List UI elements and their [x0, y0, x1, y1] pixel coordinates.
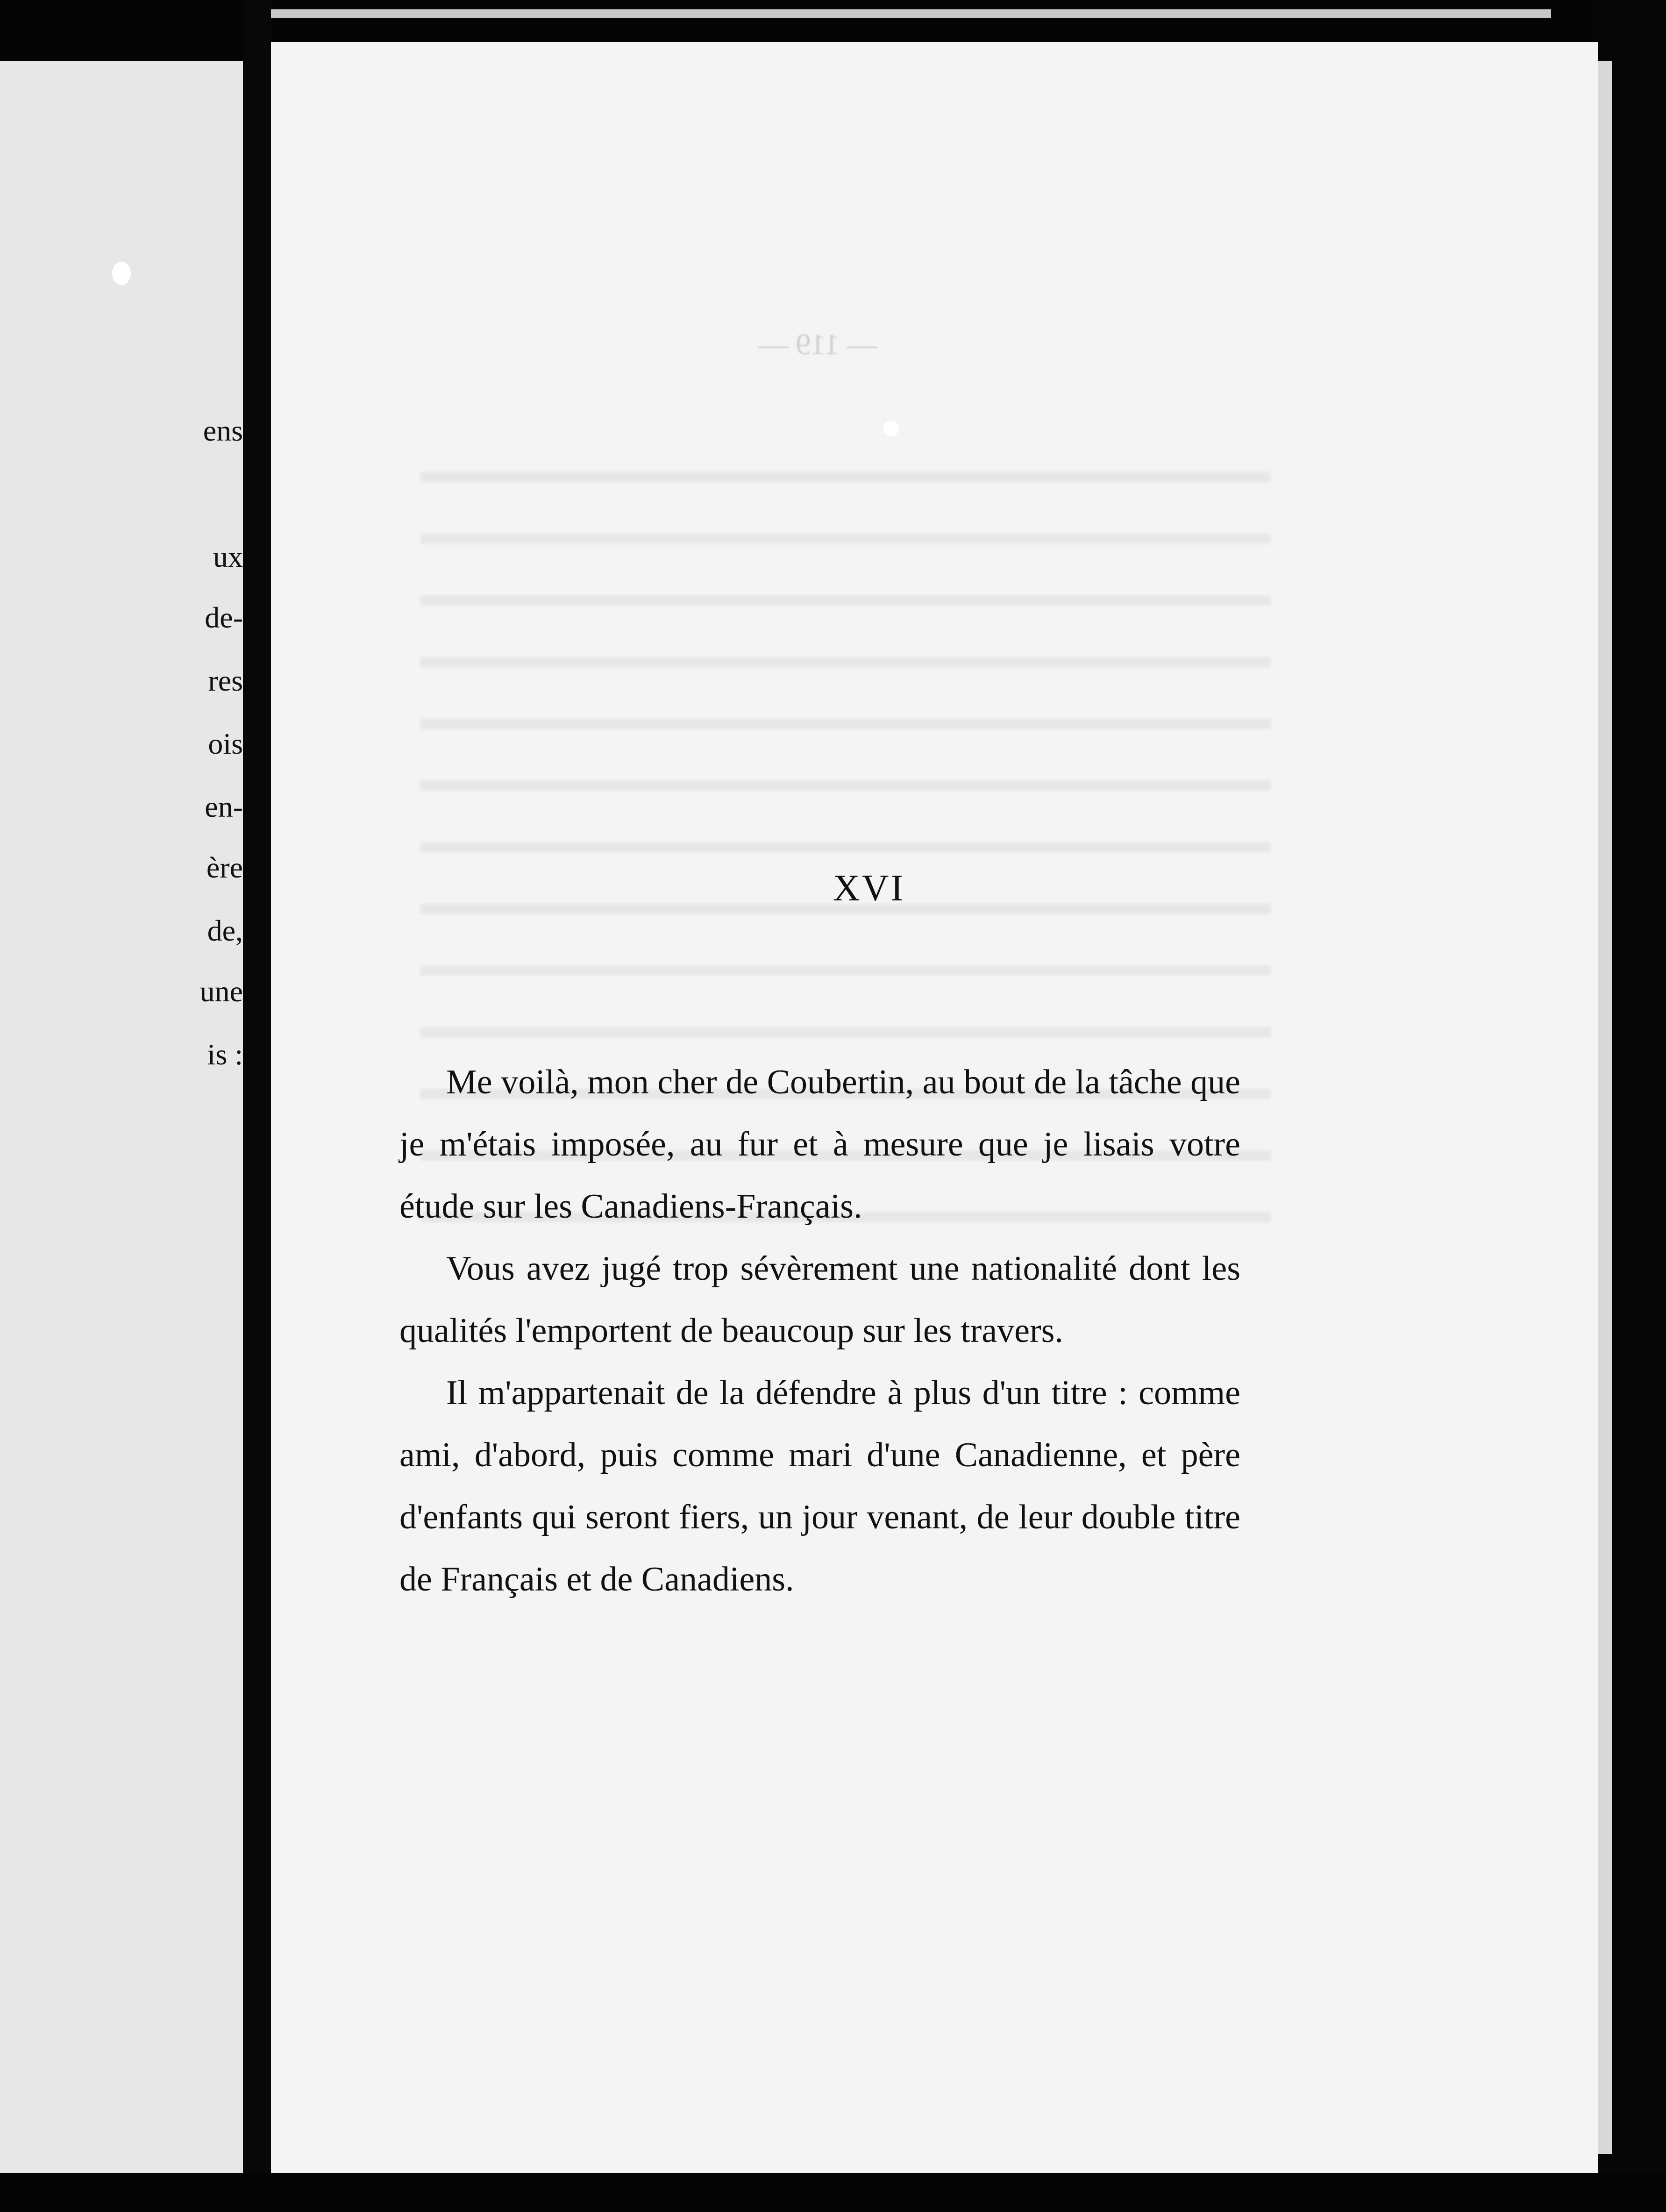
chapter-body [399, 1051, 1240, 1611]
facing-page-line: ère [206, 851, 243, 884]
scan-top-rule [252, 9, 1551, 18]
scan-bottom-border [0, 2173, 1666, 2212]
page-gutter [243, 0, 271, 2212]
paragraph: Il m'appartenait de la défendre à plus d'un titre : comme ami, d'abord, puis comme mari d'une Canadienne, et père d'enfants qui seront fiers, un jour venant, de leur double titre de Français et de Canadiens. [399, 1374, 1240, 1598]
next-page-edge [1598, 61, 1612, 2154]
paragraph: Vous avez jugé trop sévèrement une nationalité dont les qualités l'emportent de beaucoup sur les travers. [399, 1249, 1240, 1350]
dust-speck [883, 421, 899, 436]
facing-page-line: ois [208, 727, 243, 760]
verso-page-number: — 119 — [758, 328, 877, 361]
chapter-heading: XVI [833, 868, 905, 909]
facing-page-line: en- [205, 790, 243, 823]
facing-page-line: ux [213, 540, 243, 573]
facing-page-line: de- [205, 601, 243, 634]
paragraph: Me voilà, mon cher de Coubertin, au bout de la tâche que je m'étais imposée, au fur et à mesure que je lisais votre étude sur les Canadiens-Français. [399, 1063, 1240, 1226]
facing-page-line: ens [203, 414, 243, 447]
facing-page-line: de, [207, 914, 243, 947]
dust-speck [112, 262, 131, 285]
facing-page-line: is : [207, 1038, 243, 1071]
facing-page [0, 61, 252, 2212]
facing-page-line: une [199, 975, 243, 1008]
facing-page-line: res [208, 664, 243, 697]
